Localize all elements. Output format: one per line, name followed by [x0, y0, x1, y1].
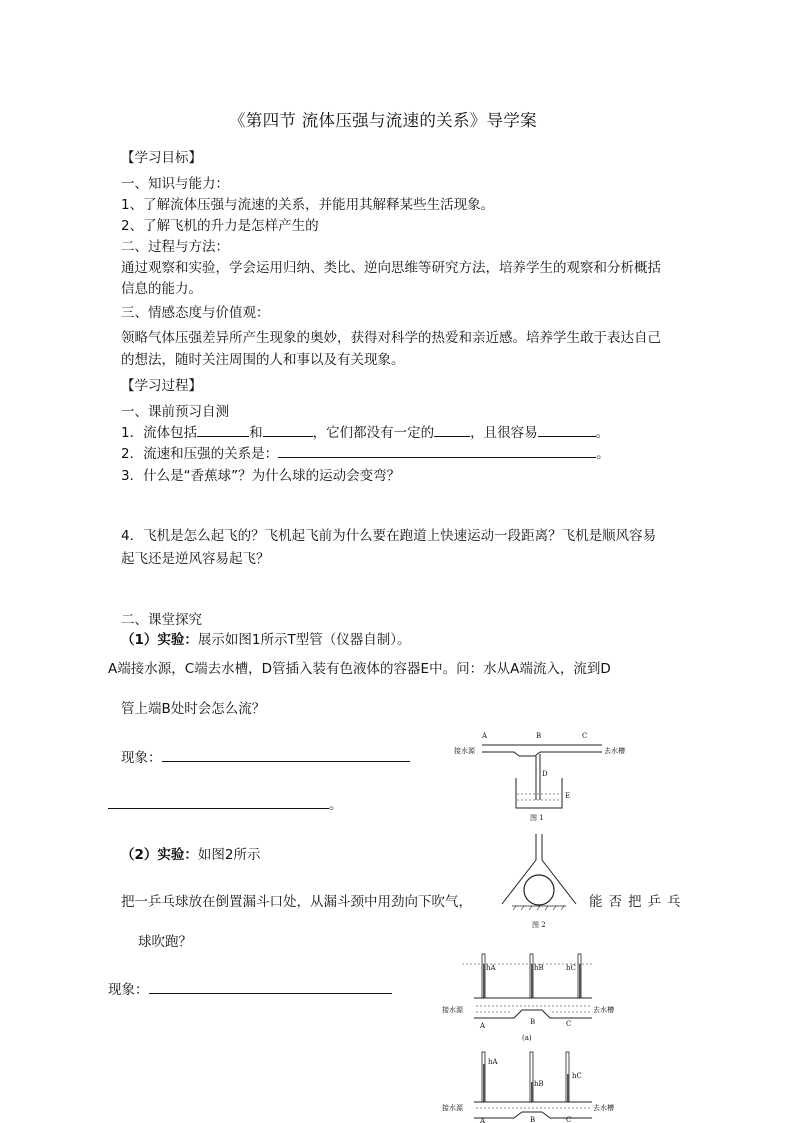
goals-header: 【学习目标】: [121, 150, 202, 166]
fig1-inlet: 接水源: [454, 747, 475, 755]
figure-2-funnel: [494, 832, 586, 932]
fig3a-inlet: 接水源: [442, 1006, 463, 1014]
fig3b-outlet: 去水槽: [593, 1104, 614, 1112]
figure-1-t-tube: [452, 728, 625, 824]
phenomenon-label: 现象：: [108, 982, 149, 998]
fig1-outlet: 去水槽: [604, 747, 625, 755]
question-1-part-d: ，且很容易: [470, 425, 538, 441]
goals-item-1: 1、了解流体压强与流速的关系，并能用其解释某些生活现象。: [121, 197, 495, 213]
experiment-2: [121, 843, 261, 863]
preview-heading: 一、课前预习自测: [121, 404, 229, 420]
question-1: [121, 421, 609, 441]
answer-blank[interactable]: [538, 422, 596, 437]
experiment-1-text: 展示如图1所示T型管（仪器自制）。: [197, 632, 411, 648]
question-1-part-a: 1．流体包括: [121, 425, 198, 441]
goals-sec3-line2: 的想法，随时关注周围的人和事以及有关现象。: [121, 352, 405, 368]
answer-blank[interactable]: [162, 747, 410, 762]
figure-3a-pressure-tubes: [442, 948, 614, 1044]
question-4-line1: 4．飞机是怎么起飞的？飞机起飞前为什么要在跑道上快速运动一段距离？飞机是顺风容易: [121, 528, 657, 544]
experiment-2-text: 如图2所示: [197, 847, 261, 863]
fig3a-label-a: A: [480, 1022, 486, 1030]
fig1-label-a: A: [482, 732, 488, 740]
answer-blank[interactable]: [108, 794, 329, 809]
experiment-1-line3: 管上端B处时会怎么流？: [121, 701, 266, 717]
goals-section-3: 三、情感态度与价值观：: [121, 305, 270, 321]
phenomenon-label: 现象：: [121, 750, 162, 766]
process-header: 【学习过程】: [121, 378, 202, 394]
fig3b-hb: hB: [534, 1080, 544, 1088]
question-2-part-b: 。: [596, 446, 610, 462]
phenomenon-1-cont: [108, 793, 343, 813]
fig1-label-d: D: [542, 770, 548, 778]
explore-heading: 二、课堂探究: [121, 612, 202, 628]
phenomenon-2: [108, 978, 392, 998]
fig1-label-e: E: [565, 792, 571, 800]
fig3b-hc: hC: [572, 1072, 582, 1080]
fig2-caption: 图 2: [532, 921, 546, 929]
experiment-1-line2: A端接水源，C端去水槽，D管插入装有色液体的容器E中。问：水从A端流入，流到D: [108, 661, 611, 677]
goals-sec2-line1: 通过观察和实验，学会运用归纳、类比、逆向思维等研究方法，培养学生的观察和分析概括: [121, 260, 661, 276]
goals-item-2: 2、了解飞机的升力是怎样产生的: [121, 218, 319, 234]
fig3b-inlet: 接水源: [442, 1104, 463, 1112]
answer-blank[interactable]: [263, 422, 313, 437]
goals-section-2: 二、过程与方法：: [121, 239, 229, 255]
goals-section-1: 一、知识与能力：: [121, 176, 229, 192]
fig3a-label-b: B: [530, 1018, 536, 1026]
question-2: [121, 442, 610, 462]
fig3a-caption: (a): [522, 1034, 532, 1042]
answer-blank[interactable]: [434, 422, 470, 437]
fig1-label-b: B: [536, 732, 542, 740]
figure-3b-pressure-tubes: [442, 1046, 614, 1123]
end-mark: 。: [329, 797, 343, 813]
fig3a-ha: hA: [486, 964, 496, 972]
experiment-2-tail: 能否把乒乓: [589, 894, 687, 910]
question-3: 3．什么是“香蕉球”？为什么球的运动会变弯？: [121, 468, 401, 484]
fig3a-label-c: C: [566, 1020, 572, 1028]
fig3b-ha: hA: [488, 1058, 498, 1066]
experiment-2-line2: 把一乒乓球放在倒置漏斗口处，从漏斗颈中用劲向下吹气，: [121, 894, 472, 910]
fig3a-hb: hB: [534, 964, 544, 972]
goals-sec3-line1: 领略气体压强差异所产生现象的奥妙，获得对科学的热爱和亲近感。培养学生敢于表达自己: [121, 330, 661, 346]
answer-blank[interactable]: [149, 979, 392, 994]
fig1-label-c: C: [582, 732, 588, 740]
question-1-part-c: ，它们都没有一定的: [312, 425, 435, 441]
ping-pong-ball: [524, 875, 554, 905]
phenomenon-1: [121, 746, 410, 766]
answer-blank[interactable]: [278, 443, 596, 458]
question-2-part-a: 2．流速和压强的关系是：: [121, 446, 279, 462]
fig3b-label-a: A: [480, 1117, 486, 1123]
experiment-1: [121, 628, 411, 648]
answer-blank[interactable]: [197, 422, 249, 437]
fig3b-label-b: B: [530, 1116, 536, 1123]
goals-sec2-line2: 信息的能力。: [121, 281, 202, 297]
page-title: 《第四节 流体压强与流速的关系》导学案: [229, 111, 537, 130]
fig3a-outlet: 去水槽: [593, 1006, 614, 1014]
question-1-part-e: 。: [595, 425, 610, 441]
question-4-line2: 起飞还是逆风容易起飞？: [121, 551, 270, 567]
fig3b-label-c: C: [566, 1116, 572, 1123]
fig3a-hc: hC: [566, 964, 576, 972]
question-1-part-b: 和: [249, 425, 263, 441]
fig1-caption: 图 1: [530, 814, 544, 822]
experiment-2-label: （2）实验：: [121, 847, 198, 863]
experiment-1-label: （1）实验：: [121, 632, 198, 648]
experiment-2-line3: 球吹跑？: [138, 934, 192, 950]
